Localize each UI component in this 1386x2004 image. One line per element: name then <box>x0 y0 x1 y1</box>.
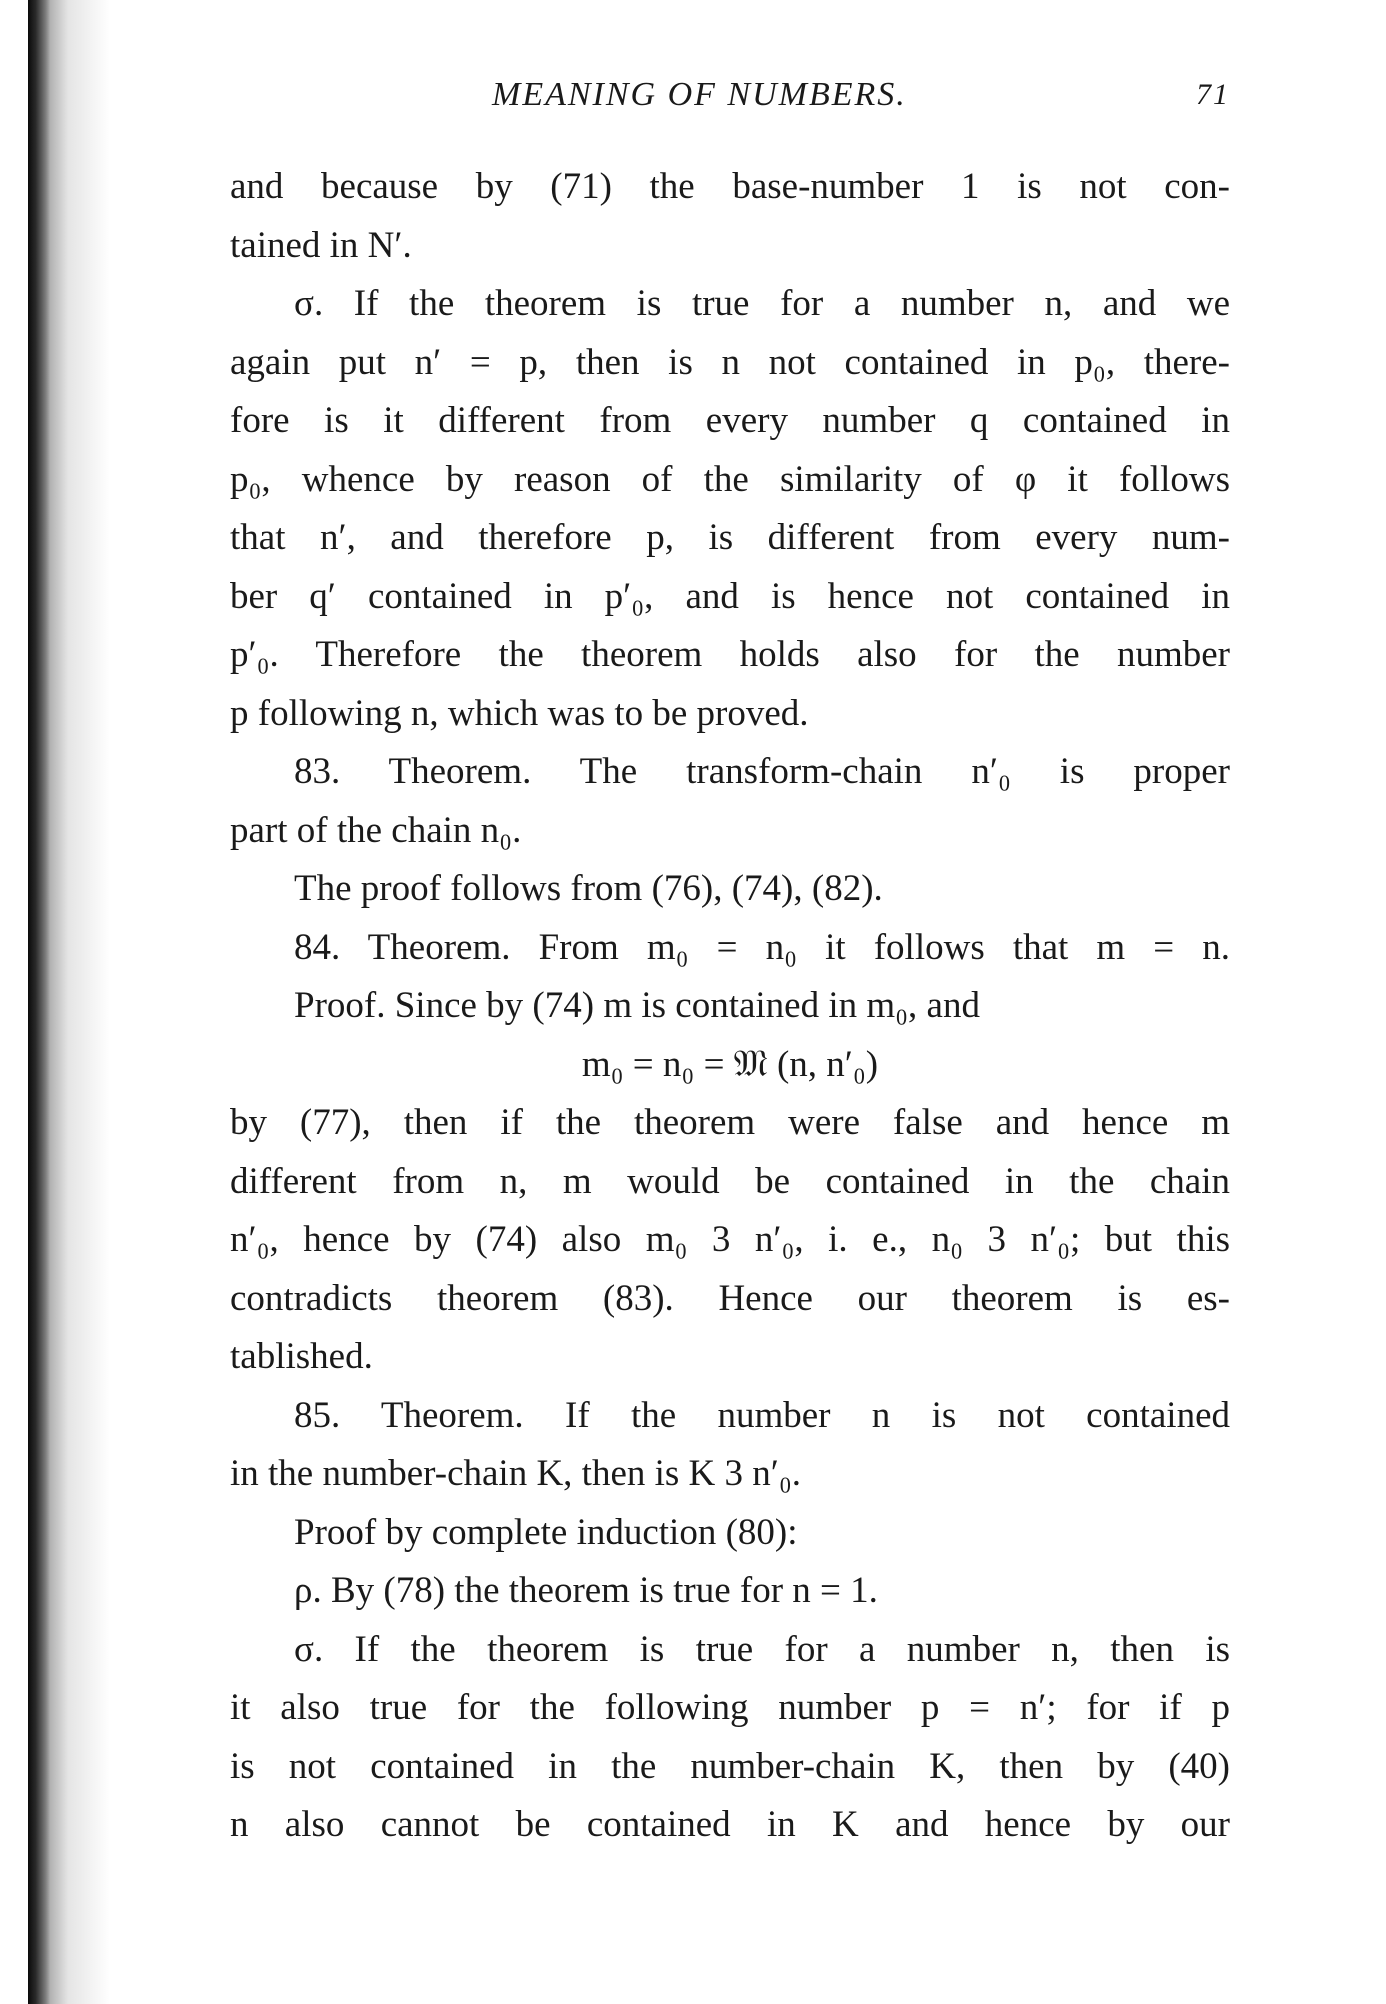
text-line: that n′, and therefore p, is different from every num- <box>230 517 1230 558</box>
text-line: fore is it different from every number q contained in <box>230 400 1230 441</box>
text-line: is not contained in the number-chain K, then by (40) <box>230 1745 1230 1787</box>
text-line: p′₀. Therefore the theorem holds also for the number <box>230 634 1230 675</box>
text-line: p₀, whence by reason of the similarity of φ it follows <box>230 458 1230 500</box>
text-line: and because by (71) the base-number 1 is not con- <box>230 166 1230 207</box>
text-line: again put n′ = p, then is n not contained in p₀, there- <box>230 341 1230 383</box>
text-line: by (77), then if the theorem were false and hence m <box>230 1102 1230 1143</box>
text-line: n also cannot be contained in K and hence by our <box>230 1804 1230 1845</box>
equation-line: m₀ = n₀ = 𝔐 (n, n′₀) <box>581 1043 879 1085</box>
running-title: MEANING OF NUMBERS. <box>492 76 907 113</box>
text-line: p following n, which was to be proved. <box>230 692 809 734</box>
text-line: Proof by complete induction (80): <box>294 1511 798 1553</box>
page-number: 71 <box>1196 78 1230 111</box>
text-line: different from n, m would be contained in the chain <box>230 1160 1230 1202</box>
text-line: ρ. By (78) the theorem is true for n = 1. <box>294 1570 878 1611</box>
text-line: in the number-chain K, then is K 3 n′₀. <box>230 1453 802 1494</box>
text-line: 85. Theorem. If the number n is not contained <box>294 1394 1230 1436</box>
text-line: 84. Theorem. From m₀ = n₀ it follows that m = n. <box>294 926 1230 968</box>
text-line: σ. If the theorem is true for a number n, then is <box>294 1628 1230 1670</box>
running-head <box>230 70 1230 120</box>
text-line: n′₀, hence by (74) also m₀ 3 n′₀, i. e., n₀ 3 n′₀; but this <box>230 1219 1230 1260</box>
text-line: σ. If the theorem is true for a number n, and we <box>294 283 1230 324</box>
text-line: contradicts theorem (83). Hence our theorem is es- <box>230 1277 1230 1319</box>
text-line: tained in N′. <box>230 224 412 266</box>
text-line: tablished. <box>230 1336 373 1377</box>
text-line: Proof. Since by (74) m is contained in m₀, and <box>294 985 980 1026</box>
text-line: part of the chain n₀. <box>230 809 522 851</box>
text-line: ber q′ contained in p′₀, and is hence not contained in <box>230 575 1230 617</box>
text-line: The proof follows from (76), (74), (82). <box>294 868 883 909</box>
text-line: it also true for the following number p = n′; for if p <box>230 1687 1230 1728</box>
text-line: 83. Theorem. The transform-chain n′₀ is proper <box>294 751 1230 792</box>
page-binding-edge <box>40 0 110 2004</box>
page-binding-shadow <box>28 0 50 2004</box>
body-text <box>230 158 1230 1855</box>
